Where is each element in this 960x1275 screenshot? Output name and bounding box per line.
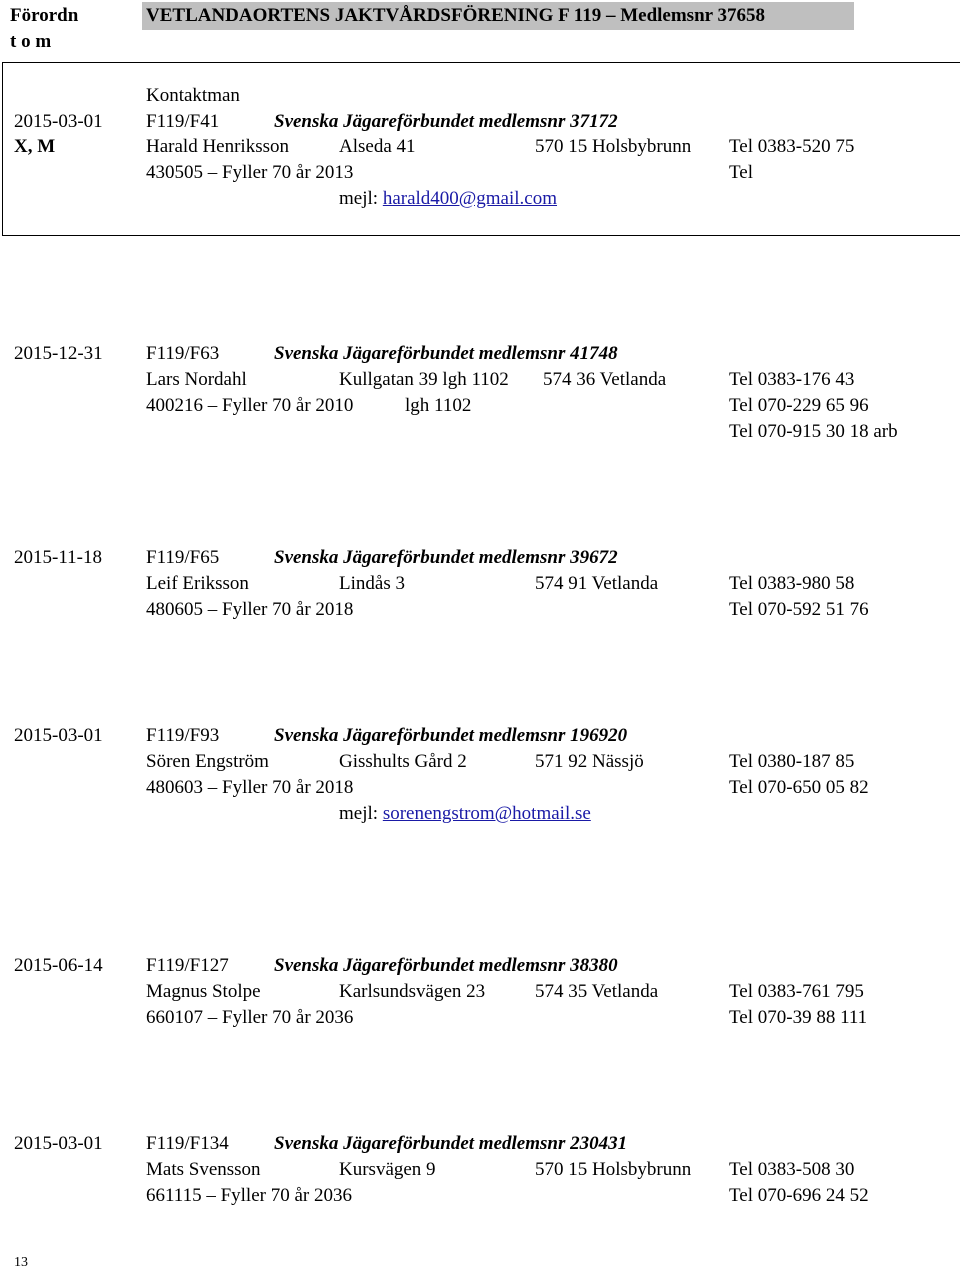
member-phone-2: Tel 070-39 88 111 — [729, 1007, 868, 1028]
member-email-link[interactable]: sorenengstrom@hotmail.se — [382, 803, 591, 824]
contact-role: X, M — [14, 136, 56, 157]
contact-phone-2: Tel — [729, 162, 753, 183]
contact-name: Harald Henriksson — [146, 136, 289, 157]
member-date: 2015-06-14 — [14, 955, 103, 976]
member-phone-1: Tel 0383-176 43 — [729, 369, 855, 390]
contact-date: 2015-03-01 — [14, 111, 103, 132]
member-birth: 400216 – Fyller 70 år 2010 — [146, 395, 354, 416]
member-street: Kursvägen 9 — [339, 1159, 436, 1180]
member-code: F119/F93 — [146, 725, 220, 746]
header-label-forordn: Förordn — [10, 5, 79, 26]
member-membership: Svenska Jägareförbundet medlemsnr 196920 — [274, 725, 628, 746]
contact-street: Alseda 41 — [339, 136, 416, 157]
contact-email — [339, 187, 557, 211]
member-postal: 574 91 Vetlanda — [535, 573, 659, 594]
member-phone-1: Tel 0383-508 30 — [729, 1159, 855, 1180]
contact-heading: Kontaktman — [146, 85, 240, 106]
member-phone-3: Tel 070-915 30 18 arb — [729, 421, 898, 442]
page-title: VETLANDAORTENS JAKTVÅRDSFÖRENING F 119 – Medlemsnr 37658 — [146, 5, 765, 26]
contact-membership: Svenska Jägareförbundet medlemsnr 37172 — [274, 111, 618, 132]
member-name: Leif Eriksson — [146, 573, 249, 594]
member-code: F119/F134 — [146, 1133, 229, 1154]
member-email-label: mejl: — [339, 803, 379, 824]
member-postal: 570 15 Holsbybrunn — [535, 1159, 692, 1180]
member-phone-2: Tel 070-696 24 52 — [729, 1185, 869, 1206]
member-birth: 480603 – Fyller 70 år 2018 — [146, 777, 354, 798]
member-birth: 480605 – Fyller 70 år 2018 — [146, 599, 354, 620]
member-name: Magnus Stolpe — [146, 981, 261, 1002]
member-name: Lars Nordahl — [146, 369, 247, 390]
member-birth: 660107 – Fyller 70 år 2036 — [146, 1007, 354, 1028]
member-phone-1: Tel 0380-187 85 — [729, 751, 855, 772]
member-phone-2: Tel 070-229 65 96 — [729, 395, 869, 416]
member-code: F119/F127 — [146, 955, 229, 976]
member-code: F119/F65 — [146, 547, 220, 568]
member-street: Gisshults Gård 2 — [339, 751, 467, 772]
member-date: 2015-03-01 — [14, 725, 103, 746]
contact-phone-1: Tel 0383-520 75 — [729, 136, 855, 157]
member-phone-1: Tel 0383-761 795 — [729, 981, 864, 1002]
member-postal: 574 36 Vetlanda — [543, 369, 667, 390]
member-name: Mats Svensson — [146, 1159, 261, 1180]
member-extra: lgh 1102 — [405, 395, 472, 416]
member-birth: 661115 – Fyller 70 år 2036 — [146, 1185, 352, 1206]
member-street: Karlsundsvägen 23 — [339, 981, 486, 1002]
member-date: 2015-12-31 — [14, 343, 103, 364]
member-phone-2: Tel 070-650 05 82 — [729, 777, 869, 798]
member-postal: 571 92 Nässjö — [535, 751, 644, 772]
member-membership: Svenska Jägareförbundet medlemsnr 39672 — [274, 547, 618, 568]
contact-birth: 430505 – Fyller 70 år 2013 — [146, 162, 354, 183]
contact-email-label: mejl: — [339, 188, 379, 209]
member-date: 2015-03-01 — [14, 1133, 103, 1154]
member-membership: Svenska Jägareförbundet medlemsnr 38380 — [274, 955, 618, 976]
member-date: 2015-11-18 — [14, 547, 102, 568]
member-email — [339, 802, 591, 826]
member-street: Lindås 3 — [339, 573, 405, 594]
member-postal: 574 35 Vetlanda — [535, 981, 659, 1002]
page-number: 13 — [14, 1255, 28, 1270]
member-name: Sören Engström — [146, 751, 269, 772]
member-phone-1: Tel 0383-980 58 — [729, 573, 855, 594]
contact-postal: 570 15 Holsbybrunn — [535, 136, 692, 157]
member-membership: Svenska Jägareförbundet medlemsnr 41748 — [274, 343, 618, 364]
member-code: F119/F63 — [146, 343, 220, 364]
member-street: Kullgatan 39 lgh 1102 — [339, 369, 509, 390]
member-membership: Svenska Jägareförbundet medlemsnr 230431 — [274, 1133, 628, 1154]
contact-code: F119/F41 — [146, 111, 220, 132]
header-label-tom: t o m — [10, 31, 52, 52]
member-phone-2: Tel 070-592 51 76 — [729, 599, 869, 620]
contact-email-link[interactable]: harald400@gmail.com — [382, 188, 558, 209]
